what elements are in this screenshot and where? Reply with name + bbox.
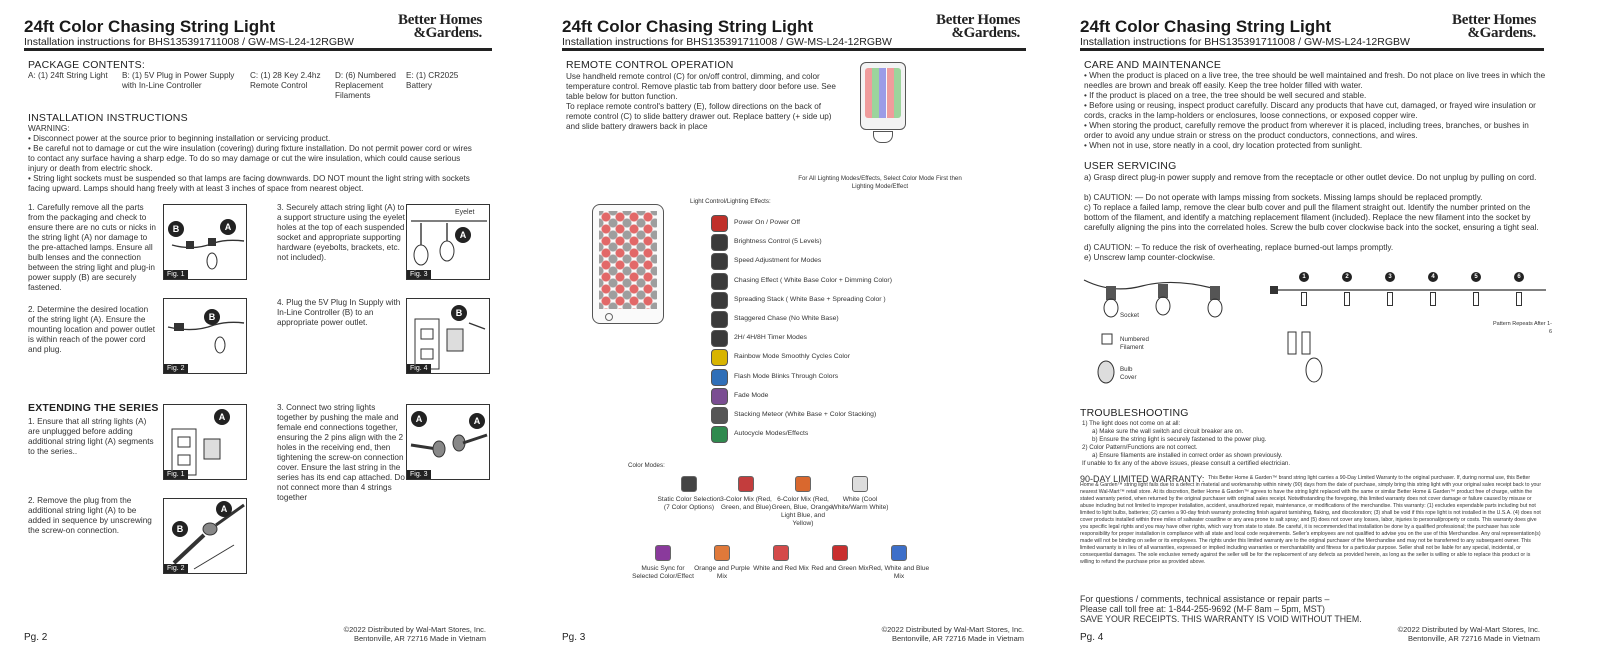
fig-label: Fig. 2 [164, 564, 188, 573]
step-2: 2. Determine the desired location of the string light (A). Ensure the mounting location and power outlet is within reach of the power cord and plug. [28, 305, 155, 354]
page-3 [548, 0, 1068, 670]
brand-logo: Better Homes &Gardens. [936, 12, 1021, 41]
care-3: • Before using or reusing, inspect product carefully. Discard any products that have cut, damaged, or frayed wire insulation or cords, cracks in the lamp-holders or enclosures, loose connections, or exposed copper wire. [1084, 101, 1536, 120]
callout-b: B [168, 221, 184, 237]
control-description: 2H/ 4H/8H Timer Modes [734, 334, 807, 341]
control-button-icon [711, 330, 728, 347]
page-number: Pg. 4 [1080, 632, 1104, 643]
doc-title: 24ft Color Chasing String Light [1080, 17, 1332, 36]
warning-1: • Disconnect power at the source prior to beginning installation or servicing product. [28, 134, 331, 143]
color-mode-caption: 3-Color Mix (Red, Green, and Blue) [720, 496, 772, 511]
socket-diagram [1082, 270, 1272, 390]
footer-distribution: ©2022 Distributed by Wal-Mart Stores, Inc. Bentonville, AR 72716 Made in Vietnam [881, 625, 1024, 643]
bulb-cover-label: Bulb Cover [1120, 366, 1137, 382]
control-button-icon [711, 388, 728, 405]
servicing-e: e) Unscrew lamp counter-clockwise. [1084, 253, 1216, 262]
color-modes-label: Color Modes: [628, 462, 665, 469]
color-mode-icon [795, 476, 811, 492]
control-description: Brightness Control (5 Levels) [734, 238, 822, 245]
bulb-socket-icon [1430, 292, 1436, 306]
filament-label: Numbered Filament [1120, 336, 1149, 352]
step-1: 1. Carefully remove all the parts from the packaging and check to ensure there are no cuts or nicks in the string light (A) nor damage to the pre-attached lamps. Ensure all bulb lenses and the connection between the string light and plug-in power supply (B) are securely fastened. [28, 203, 156, 292]
mode-note: For All Lighting Modes/Effects, Select Color Mode First then Lighting Mode/Effect [798, 175, 962, 191]
extending-heading: EXTENDING THE SERIES [28, 402, 159, 414]
remote-buttons [865, 68, 901, 118]
ext-step-2: 2. Remove the plug from the additional string light (A) to be added in sequence by unscrewing the screw-on connection. [28, 496, 152, 535]
color-mode-icon [773, 545, 789, 561]
control-button-icon [711, 292, 728, 309]
warning-3: • String light sockets must be suspended so that lamps are facing downwards. DO NOT mount the light string with sockets facing upward. Lamps should hang freely with at least 3 inches of space from nearest object. [28, 174, 470, 193]
control-description: Speed Adjustment for Modes [734, 257, 822, 264]
footer-distribution: ©2022 Distributed by Wal-Mart Stores, Inc. Bentonville, AR 72716 Made in Vietnam [1397, 625, 1540, 643]
control-description: Rainbow Mode Smoothly Cycles Color [734, 353, 850, 360]
callout-a: A [455, 227, 471, 243]
bulb-socket-icon [1344, 292, 1350, 306]
control-button-icon [711, 273, 728, 290]
header-rule [24, 48, 492, 51]
doc-title: 24ft Color Chasing String Light [562, 17, 814, 36]
trouble-3: If unable to fix any of the above issues, please consult a certified electrician. [1082, 460, 1291, 467]
care-4: • When storing the product, carefully remove the product from wherever it is placed, including trees, branches, or bushes in order to avoid any undue strain or stress on the product conductors, connections, and wires. [1084, 121, 1529, 140]
battery-instructions: To replace remote control's battery (E), follow directions on the back of remote control (C) to slide battery drawer out. Replace battery (+ side up) and slide battery drawers back in place [566, 102, 832, 131]
page-2 [0, 0, 530, 670]
brand-logo: Better Homes &Gardens. [1452, 12, 1537, 41]
package-d: D: (6) Numbered Replacement Filaments [335, 71, 396, 100]
color-mode-caption: Orange and Purple Mix [694, 565, 750, 580]
warranty-text: This Better Home & Garden™ brand string light carries a 90-Day Limited Warranty to the original purchaser. If, during normal use, this Better Home & Garden™ string light fails due to a defect in material and workmanship within ninety (90) days from the date of purchase, simply bring this string light with your original sales receipt back to your nearest Wal-Mart™ retail store. At its discretion, Better Home & Garden™ agrees to have the string light replaced with the same or similar Better Home & Garden™ product free of charge, within the stated warranty period, when returned by the original purchaser with original sales receipt. Notwithstanding the foregoing, this limited warranty does not cover damage or failure caused by misuse or abuse including but not limited to improper installation, accident, unauthorized repair, maintenance, or modifications of the merchandise. This warranty: (1) excludes expendable parts including but not limited to light bulbs, batteries; (2) carries a 90-day finish warranty protecting finish against tarnishing, flaking, and discoloration; (3) shall be void if this rope light is not installed in the U.S.A. (4) does not cover products installed within three miles of saltwater coastline or any area prone to salt spray; and (5) does not cover any losses, labor, injuries to personal/property or costs. This warranty does give you specific legal rights and you may have other rights, which vary from state to state. Be careful, it is recommended that installation be done by a qualified professional; the purchaser has sole responsibility for proper installation in compliance with all state and local code requirements. Seller's employees are not qualified to advise you on the use of this Merchandise. Any oral representation(s) made will not be binding on seller or its employees. The rights under this limited warranty are to the original purchaser of the Merchandise and may not be transferred to any subsequent owner. This limited warranty is in lieu of all warranties, expressed or implied including warranties or merchantability and fitness for a particular purpose. Seller shall not be liable for any special, incidental, or consequential damages. The sole exclusive remedy against the seller will be for the replacement of any defects as provided herein, as long as the seller is willing or able to replace this product or is willing to refund the purchase price as provided above. [1080, 475, 1542, 565]
remote-control-image-small [860, 62, 906, 130]
pattern-note: Pattern Repeats After 1-6 [1492, 321, 1552, 336]
ext-fig-3-illustration [406, 404, 490, 480]
control-button-icon [711, 407, 728, 424]
control-button-icon [711, 369, 728, 386]
page-number: Pg. 3 [562, 632, 586, 643]
warranty-heading: 90-DAY LIMITED WARRANTY: [1080, 474, 1205, 484]
trouble-1: 1) The light does not come on at all: [1082, 420, 1181, 427]
servicing-c: c) To replace a failed lamp, remove the clear bulb cover and pull the filament straight out. Identify the number printed on the bottom of the filament, and identify a matching replacement filament (included). Replace the new filament into the socket by carefully aligning the pins into the correlated holes. Screw the bulb cover clockwise back into the socket, ensuring a tight seal. [1084, 203, 1539, 232]
install-heading: INSTALLATION INSTRUCTIONS [28, 112, 188, 124]
effects-label: Light Control/Lighting Effects: [690, 198, 771, 205]
warning-label: WARNING: [28, 124, 70, 133]
control-button-icon [711, 349, 728, 366]
care-1: • When the product is placed on a live tree, the tree should be well maintained and fresh. Do not place on live trees in which the needles are brown and break off easily. Keep the tree holder filled with water. [1084, 71, 1546, 90]
doc-title: 24ft Color Chasing String Light [24, 17, 276, 36]
questions-line-1: For questions / comments, technical assistance or repair parts – [1080, 594, 1330, 604]
package-e: E: (1) CR2025 Battery [406, 71, 459, 90]
bulb-number-badge: 5 [1471, 272, 1481, 282]
page-number: Pg. 2 [24, 632, 48, 643]
control-description: Flash Mode Blinks Through Colors [734, 373, 839, 380]
color-mode-caption: White and Red Mix [753, 565, 809, 572]
callout-a: A [216, 501, 232, 517]
control-button-icon [711, 234, 728, 251]
step-4: 4. Plug the 5V Plug In Supply with In-Line Controller (B) to an appropriate power outlet. [277, 298, 401, 327]
ext-fig-1-illustration [163, 404, 247, 480]
eyelet-label: Eyelet [455, 209, 475, 216]
servicing-d: d) CAUTION: – To reduce the risk of overheating, replace burned-out lamps promptly. [1084, 243, 1394, 252]
color-mode-caption: Static Color Selection (7 Color Options) [657, 496, 721, 511]
ext-step-3: 3. Connect two string lights together by pushing the male and female end connections together, ensuring the 2 pins align with the 2 holes in the receiving end, then tightening the screw-on connection cover. Ensure the last string in the series has its end cap attached. Do not connect more than 4 strings together [277, 403, 405, 502]
care-5: • When not in use, store neatly in a cool, dry location protected from sunlight. [1084, 141, 1363, 150]
doc-subtitle: Installation instructions for BHS135391711008 / GW-MS-L24-12RGBW [1080, 36, 1410, 48]
questions-line-2: Please call toll free at: 1-844-255-9692 (M-F 8am – 5pm, MST) [1080, 604, 1325, 614]
fig-label: Fig. 3 [407, 270, 431, 279]
fig-label: Fig. 1 [164, 470, 188, 479]
color-mode-icon [852, 476, 868, 492]
header-rule [562, 48, 1026, 51]
header-rule [1080, 48, 1544, 51]
remote-heading: REMOTE CONTROL OPERATION [566, 59, 734, 71]
remote-key-grid [599, 211, 657, 309]
callout-b: B [172, 521, 188, 537]
control-description: Stacking Meteor (White Base + Color Stacking) [734, 411, 877, 418]
doc-subtitle: Installation instructions for BHS135391711008 / GW-MS-L24-12RGBW [24, 36, 354, 48]
servicing-heading: USER SERVICING [1084, 160, 1177, 172]
callout-a: A [469, 413, 485, 429]
remote-control-image [592, 204, 664, 324]
troubleshooting-heading: TROUBLESHOOTING [1080, 407, 1189, 419]
bulb-socket-icon [1301, 292, 1307, 306]
fig-label: Fig. 4 [407, 364, 431, 373]
fig-1-illustration [163, 204, 247, 280]
control-description: Spreading Stack ( White Base + Spreading Color ) [734, 296, 886, 303]
bulb-number-badge: 2 [1342, 272, 1352, 282]
bulb-number-badge: 6 [1514, 272, 1524, 282]
color-mode-caption: Red and Green Mix [811, 565, 869, 572]
socket-label: Socket [1120, 312, 1139, 319]
bulb-socket-icon [1516, 292, 1522, 306]
control-description: Staggered Chase (No White Base) [734, 315, 839, 322]
color-mode-icon [714, 545, 730, 561]
bulb-number-badge: 3 [1385, 272, 1395, 282]
ext-fig-2-illustration [163, 498, 247, 574]
callout-a: A [220, 219, 236, 235]
control-button-icon [711, 426, 728, 443]
package-heading: PACKAGE CONTENTS: [28, 59, 145, 71]
color-mode-icon [738, 476, 754, 492]
care-2: • If the product is placed on a tree, the tree should be well secured and stable. [1084, 91, 1367, 100]
color-mode-icon [655, 545, 671, 561]
fig-label: Fig. 3 [407, 470, 431, 479]
control-button-icon [711, 311, 728, 328]
package-c: C: (1) 28 Key 2.4hz Remote Control [250, 71, 321, 90]
callout-a: A [214, 409, 230, 425]
ext-step-1: 1. Ensure that all string lights (A) are unplugged before adding additional string light (A) segments to the series.. [28, 417, 154, 456]
color-mode-caption: Red, White and Blue Mix [868, 565, 930, 580]
callout-b: B [204, 309, 220, 325]
bulb-socket-icon [1387, 292, 1393, 306]
color-mode-icon [891, 545, 907, 561]
control-description: Chasing Effect ( White Base Color + Dimming Color) [734, 277, 892, 284]
fig-label: Fig. 1 [164, 270, 188, 279]
brand-logo: Better Homes &Gardens. [398, 12, 483, 41]
trouble-2: 2) Color Pattern/Functions are not correct. [1082, 444, 1198, 451]
control-button-icon [711, 253, 728, 270]
callout-a: A [411, 411, 427, 427]
color-mode-icon [832, 545, 848, 561]
fig-label: Fig. 2 [164, 364, 188, 373]
servicing-b: b) CAUTION: — Do not operate with lamps missing from sockets. Missing lamps should be replaced promptly. [1084, 193, 1483, 202]
fig-2-illustration [163, 298, 247, 374]
bulb-number-badge: 4 [1428, 272, 1438, 282]
trouble-2a: a) Ensure filaments are installed in correct order as shown previously. [1092, 452, 1283, 459]
callout-b: B [451, 305, 467, 321]
filament-closeup [1284, 330, 1324, 390]
trouble-1b: b) Ensure the string light is securely fastened to the power plug. [1092, 436, 1267, 443]
step-3: 3. Securely attach string light (A) to a support structure using the eyelet holes at the top of each suspended socket and appropriate supporting hardware (eyebolts, brackets, etc. not included). [277, 203, 405, 262]
remote-logo-icon [605, 313, 613, 321]
color-mode-caption: Music Sync for Selected Color/Effect [632, 565, 694, 580]
package-a: A: (1) 24ft String Light [28, 71, 108, 80]
bulb-socket-icon [1473, 292, 1479, 306]
care-heading: CARE AND MAINTENANCE [1084, 59, 1222, 71]
package-b: B: (1) 5V Plug in Power Supply with In-Line Controller [122, 71, 235, 90]
control-description: Power On / Power Off [734, 219, 800, 226]
control-button-icon [711, 215, 728, 232]
fig-3-illustration [406, 204, 490, 280]
color-mode-caption: 6-Color Mix (Red, Green, Blue, Orange, Light Blue, and Yellow) [771, 496, 835, 527]
bulb-number-badge: 1 [1299, 272, 1309, 282]
fig-4-illustration [406, 298, 490, 374]
color-mode-caption: White (Cool White/Warm White) [831, 496, 889, 511]
warning-2: • Be careful not to damage or cut the wire insulation (covering) during fixture installation. Do not permit power cord or wires to contact any surface having a sharp edge. To do so may damage or cut the wire insulation, which could cause serious injury or death from electric shock. [28, 144, 472, 173]
remote-instructions: Use handheld remote control (C) for on/off control, dimming, and color temperature control. Remove plastic tab from battery door before use. See table below for button function. [566, 72, 836, 101]
questions-line-3: SAVE YOUR RECEIPTS. THIS WARRANTY IS VOID WITHOUT THEM. [1080, 614, 1362, 624]
color-mode-icon [681, 476, 697, 492]
remote-holder [873, 131, 893, 143]
footer-distribution: ©2022 Distributed by Wal-Mart Stores, Inc. Bentonville, AR 72716 Made in Vietnam [343, 625, 486, 643]
page-4 [1078, 0, 1600, 670]
trouble-1a: a) Make sure the wall switch and circuit breaker are on. [1092, 428, 1244, 435]
control-description: Autocycle Modes/Effects [734, 430, 809, 437]
control-description: Fade Mode [734, 392, 769, 399]
doc-subtitle: Installation instructions for BHS135391711008 / GW-MS-L24-12RGBW [562, 36, 892, 48]
servicing-a: a) Grasp direct plug-in power supply and remove from the receptacle or other outlet device. Do not unplug by pulling on cord. [1084, 173, 1537, 182]
